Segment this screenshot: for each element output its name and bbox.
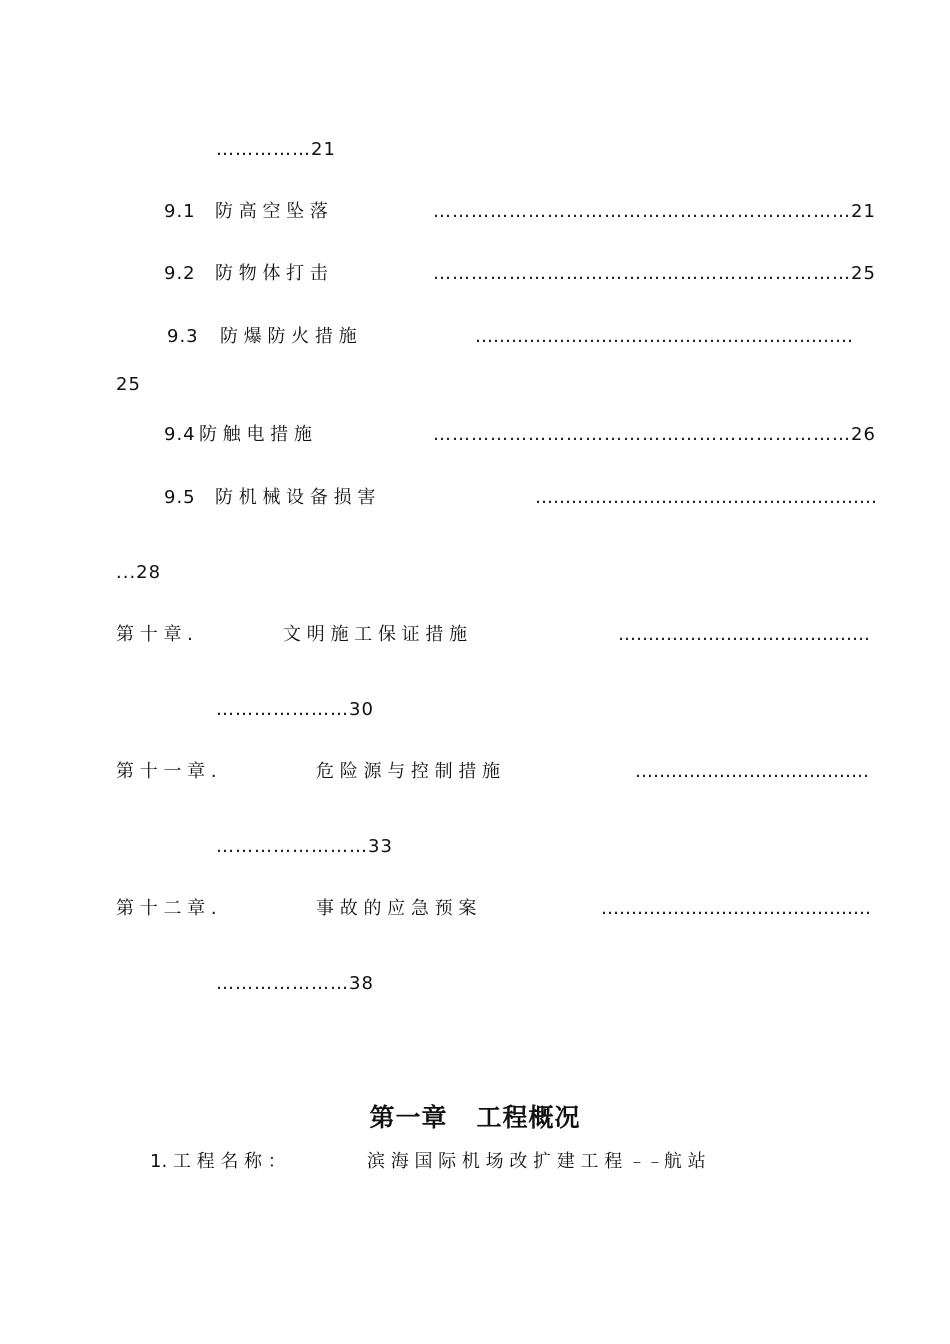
toc-9-3-page: 25 xyxy=(116,374,141,395)
toc-9-3-number: 9.3 xyxy=(167,326,199,347)
toc-ch12-title: 事 故 的 应 急 预 案 xyxy=(316,898,477,919)
toc-9-1-number: 9.1 xyxy=(164,201,196,222)
project-name-label: 1. 工 程 名 称 ： xyxy=(150,1151,286,1172)
toc-9-4-title: 防 触 电 措 施 xyxy=(199,424,312,445)
toc-9-3-leader: ……………………………………………………… xyxy=(475,326,853,347)
toc-9-1-title: 防 高 空 坠 落 xyxy=(215,201,328,222)
toc-9-3-title: 防 爆 防 火 措 施 xyxy=(220,326,357,347)
toc-9-2-title: 防 物 体 打 击 xyxy=(215,263,328,284)
toc-ch11-title: 危 险 源 与 控 制 措 施 xyxy=(316,761,501,782)
toc-continuation-page: ……………21 xyxy=(216,139,336,160)
toc-9-1-leader: …………………………………………………………21 xyxy=(433,201,876,222)
toc-9-2-number: 9.2 xyxy=(164,263,196,284)
chapter-1-heading: 第一章 工程概况 xyxy=(369,1103,581,1132)
toc-ch10-leader: …………………………………… xyxy=(618,624,870,645)
toc-ch12-label: 第 十 二 章 . xyxy=(116,898,217,919)
toc-ch11-label: 第 十 一 章 . xyxy=(116,761,217,782)
toc-9-2-leader: …………………………………………………………25 xyxy=(433,263,876,284)
toc-9-5-page: ...28 xyxy=(116,562,162,583)
project-name-value: 滨 海 国 际 机 场 改 扩 建 工 程 ﹣﹣航 站 xyxy=(367,1151,706,1172)
toc-ch11-leader: ………………………………… xyxy=(635,761,869,782)
toc-ch10-page: …………………30 xyxy=(216,699,374,720)
toc-ch10-title: 文 明 施 工 保 证 措 施 xyxy=(283,624,468,645)
toc-9-4-number: 9.4 xyxy=(164,424,196,445)
toc-9-4-leader: …………………………………………………………26 xyxy=(433,424,876,445)
toc-ch10-label: 第 十 章 . xyxy=(116,624,193,645)
toc-9-5-number: 9.5 xyxy=(164,487,196,508)
toc-ch12-page: …………………38 xyxy=(216,973,374,994)
toc-9-5-leader: ………………………………………………… xyxy=(535,487,877,508)
toc-9-5-title: 防 机 械 设 备 损 害 xyxy=(215,487,376,508)
toc-ch12-leader: ……………………………………… xyxy=(601,898,871,919)
toc-ch11-page: ……………………33 xyxy=(216,836,393,857)
